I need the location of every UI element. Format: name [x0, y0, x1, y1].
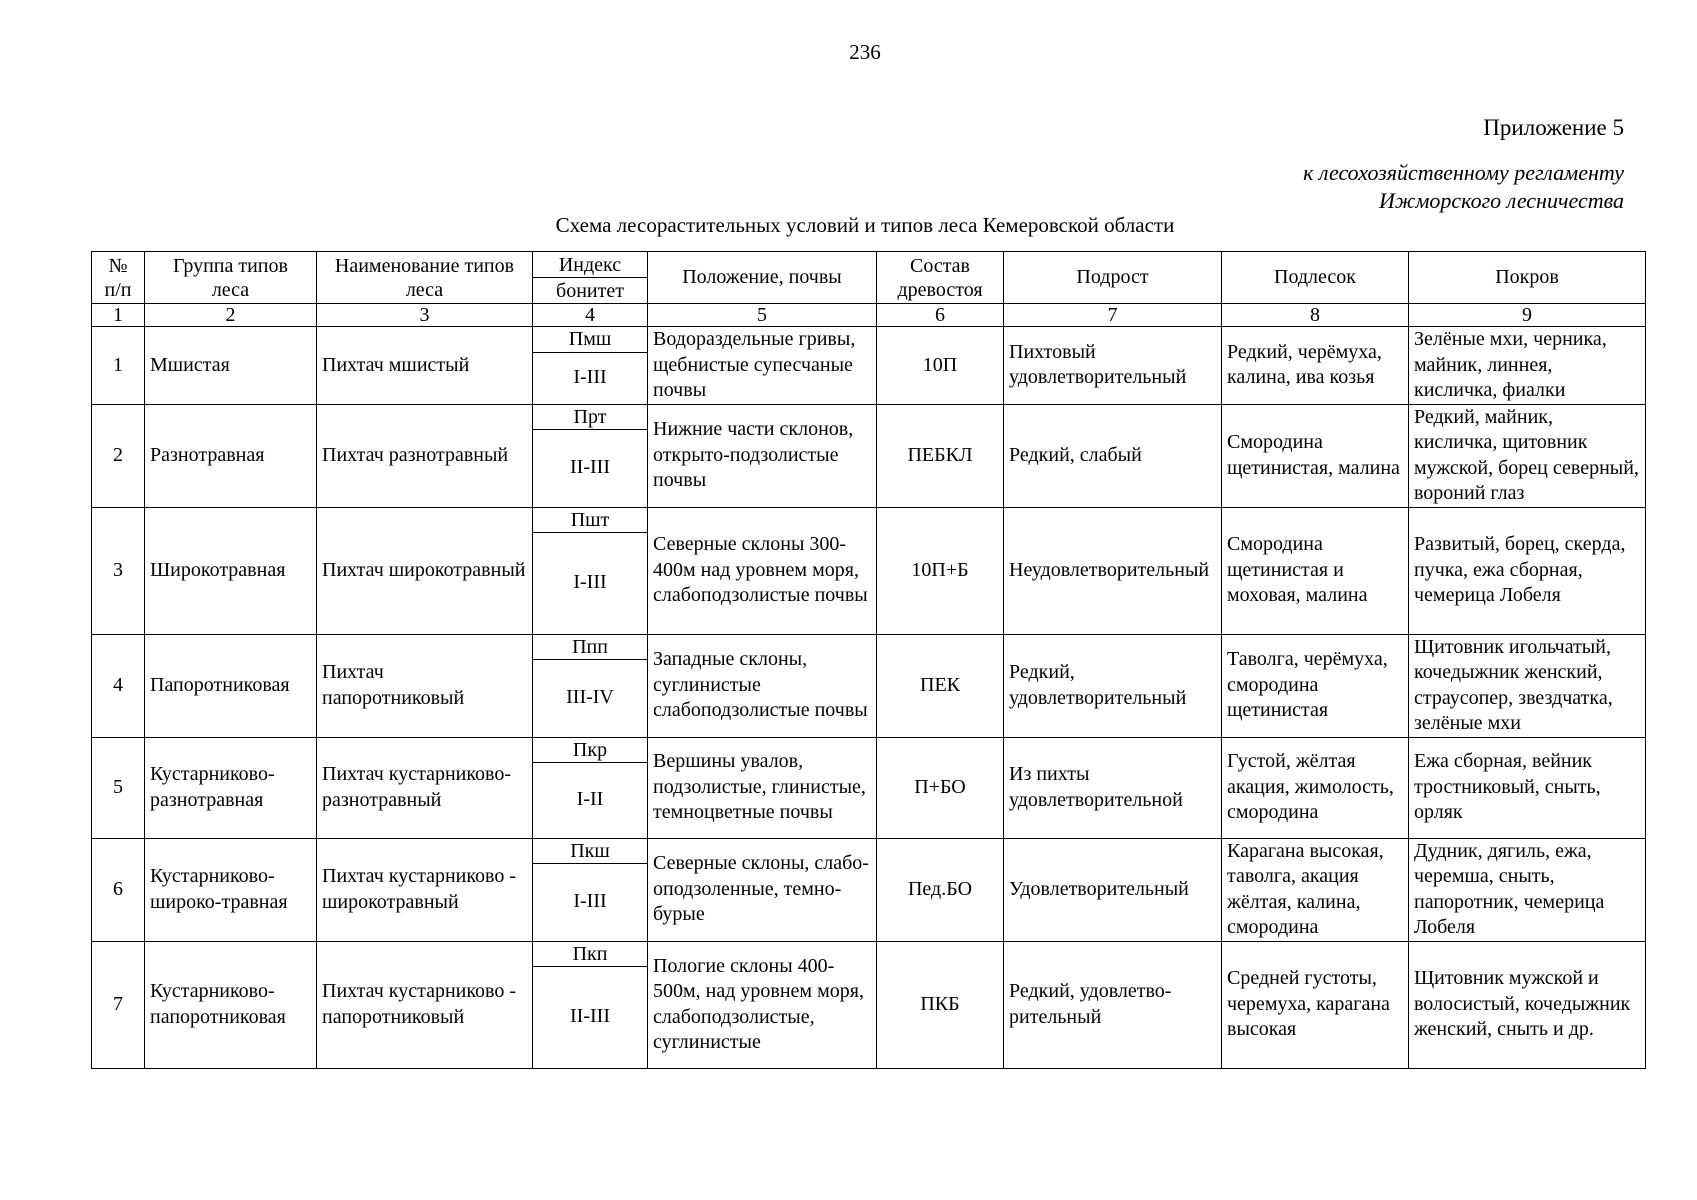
forest-group: Широкотравная [145, 507, 317, 634]
undergrowth: Удовлетворительный [1004, 838, 1222, 941]
header-bonitet: бонитет [533, 278, 648, 304]
stand-composition: ПКБ [877, 941, 1004, 1068]
position-soils: Северные склоны 300-400м над уровнем моря, слабоподзолистые почвы [648, 507, 877, 634]
undergrowth: Пихтовый удовлетворительный [1004, 327, 1222, 405]
stand-composition: Пед.БО [877, 838, 1004, 941]
underbrush: Густой, жёлтая акация, жимолость, смородина [1222, 737, 1409, 838]
stand-composition: ПЕК [877, 634, 1004, 737]
header-cover: Покров [1409, 252, 1646, 304]
row-number: 6 [92, 838, 145, 941]
column-number: 7 [1004, 304, 1222, 327]
row-number: 1 [92, 327, 145, 405]
table-row [92, 838, 1646, 863]
ground-cover: Редкий, майник, кисличка, щитовник мужской, борец северный, вороний глаз [1409, 404, 1646, 507]
position-soils: Северные склоны, слабо-оподзоленные, темно-бурые [648, 838, 877, 941]
forest-type-name: Пихтач папоротниковый [317, 634, 533, 737]
appendix-subtitle-line2: Ижморского лесничества [1378, 188, 1624, 213]
forest-index: Пкш [533, 838, 648, 863]
ground-cover: Дудник, дягиль, ежа, черемша, сныть, папоротник, чемерица Лобеля [1409, 838, 1646, 941]
row-number: 7 [92, 941, 145, 1068]
forest-type-name: Пихтач кустарниково - широкотравный [317, 838, 533, 941]
header-name-line1: Наименование типов [334, 254, 515, 277]
header-num [92, 252, 145, 304]
header-group-line2: леса [211, 278, 250, 301]
forest-type-name: Пихтач мшистый [317, 327, 533, 405]
stand-composition: П+БО [877, 737, 1004, 838]
header-underbrush: Подлесок [1222, 252, 1409, 304]
row-number: 2 [92, 404, 145, 507]
forest-type-name: Пихтач широкотравный [317, 507, 533, 634]
table-row [92, 737, 1646, 762]
position-soils: Нижние части склонов, открыто-подзолистые почвы [648, 404, 877, 507]
underbrush: Смородина щетинистая и моховая, малина [1222, 507, 1409, 634]
underbrush: Таволга, черёмуха, смородина щетинистая [1222, 634, 1409, 737]
column-number: 6 [877, 304, 1004, 327]
header-name-line2: леса [405, 278, 444, 301]
position-soils: Западные склоны, суглинистые слабоподзолистые почвы [648, 634, 877, 737]
bonitet: II-III [533, 966, 648, 1068]
column-number: 1 [92, 304, 145, 327]
appendix-title: Приложение 5 [1483, 115, 1624, 140]
forest-group: Кустарниково-папоротниковая [145, 941, 317, 1068]
column-number: 4 [533, 304, 648, 327]
forest-index: Прт [533, 404, 648, 429]
underbrush: Средней густоты, черемуха, карагана высокая [1222, 941, 1409, 1068]
column-numbers-row [92, 304, 1646, 327]
appendix-subtitle [1303, 159, 1624, 215]
bonitet: I-III [533, 863, 648, 941]
undergrowth: Редкий, удовлетво-рительный [1004, 941, 1222, 1068]
bonitet: III-IV [533, 659, 648, 737]
forest-group: Кустарниково-широко-травная [145, 838, 317, 941]
forest-group: Разнотравная [145, 404, 317, 507]
forest-index: Пмш [533, 327, 648, 353]
position-soils: Вершины увалов, подзолистые, глинистые, темноцветные почвы [648, 737, 877, 838]
forest-index: Пкп [533, 941, 648, 966]
header-composition-line1: Состав [909, 254, 971, 277]
row-number: 4 [92, 634, 145, 737]
forest-group: Папоротниковая [145, 634, 317, 737]
forest-group: Кустарниково-разнотравная [145, 737, 317, 838]
forest-index: Пшт [533, 507, 648, 532]
bonitet: II-III [533, 429, 648, 507]
undergrowth: Редкий, удовлетворительный [1004, 634, 1222, 737]
table-row [92, 941, 1646, 966]
row-number: 5 [92, 737, 145, 838]
table-row [92, 327, 1646, 353]
position-soils: Водораздельные гривы, щебнистые супесчаные почвы [648, 327, 877, 405]
ground-cover: Щитовник игольчатый, кочедыжник женский, страусопер, звездчатка, зелёные мхи [1409, 634, 1646, 737]
stand-composition: 10П+Б [877, 507, 1004, 634]
document-title: Схема лесорастительных условий и типов леса Кемеровской области [555, 213, 1175, 237]
header-num-line2: п/п [104, 278, 132, 301]
bonitet: I-III [533, 532, 648, 634]
header-composition [877, 252, 1004, 304]
stand-composition: 10П [877, 327, 1004, 405]
underbrush: Карагана высокая, таволга, акация жёлтая, калина, смородина [1222, 838, 1409, 941]
header-name [317, 252, 533, 304]
ground-cover: Развитый, борец, скерда, пучка, ежа сборная, чемерица Лобеля [1409, 507, 1646, 634]
stand-composition: ПЕБКЛ [877, 404, 1004, 507]
column-number: 2 [145, 304, 317, 327]
header-index: Индекс [533, 252, 648, 278]
forest-types-table [91, 251, 1646, 1069]
column-number: 3 [317, 304, 533, 327]
header-num-line1: № [108, 254, 128, 277]
header-composition-line2: древостоя [897, 278, 983, 301]
undergrowth: Редкий, слабый [1004, 404, 1222, 507]
undergrowth: Неудовлетворительный [1004, 507, 1222, 634]
header-position: Положение, почвы [648, 252, 877, 304]
ground-cover: Ежа сборная, вейник тростниковый, сныть, орляк [1409, 737, 1646, 838]
table-row [92, 404, 1646, 429]
undergrowth: Из пихты удовлетворительной [1004, 737, 1222, 838]
forest-type-name: Пихтач разнотравный [317, 404, 533, 507]
bonitet: I-II [533, 762, 648, 838]
table-row [92, 634, 1646, 659]
column-number: 5 [648, 304, 877, 327]
header-group [145, 252, 317, 304]
header-group-line1: Группа типов [173, 254, 288, 277]
table-row [92, 507, 1646, 532]
underbrush: Редкий, черёмуха, калина, ива козья [1222, 327, 1409, 405]
bonitet: I-III [533, 352, 648, 404]
ground-cover: Зелёные мхи, черника, майник, линнея, кисличка, фиалки [1409, 327, 1646, 405]
page-number: 236 [849, 40, 881, 64]
forest-type-name: Пихтач кустарниково - папоротниковый [317, 941, 533, 1068]
forest-index: Пкр [533, 737, 648, 762]
header-undergrowth: Подрост [1004, 252, 1222, 304]
forest-type-name: Пихтач кустарниково-разнотравный [317, 737, 533, 838]
position-soils: Пологие склоны 400-500м, над уровнем моря, слабоподзолистые, суглинистые [648, 941, 877, 1068]
ground-cover: Щитовник мужской и волосистый, кочедыжник женский, сныть и др. [1409, 941, 1646, 1068]
forest-group: Мшистая [145, 327, 317, 405]
column-number: 9 [1409, 304, 1646, 327]
underbrush: Смородина щетинистая, малина [1222, 404, 1409, 507]
appendix-subtitle-line1: к лесохозяйственному регламенту [1303, 160, 1624, 185]
column-number: 8 [1222, 304, 1409, 327]
row-number: 3 [92, 507, 145, 634]
forest-index: Ппп [533, 634, 648, 659]
